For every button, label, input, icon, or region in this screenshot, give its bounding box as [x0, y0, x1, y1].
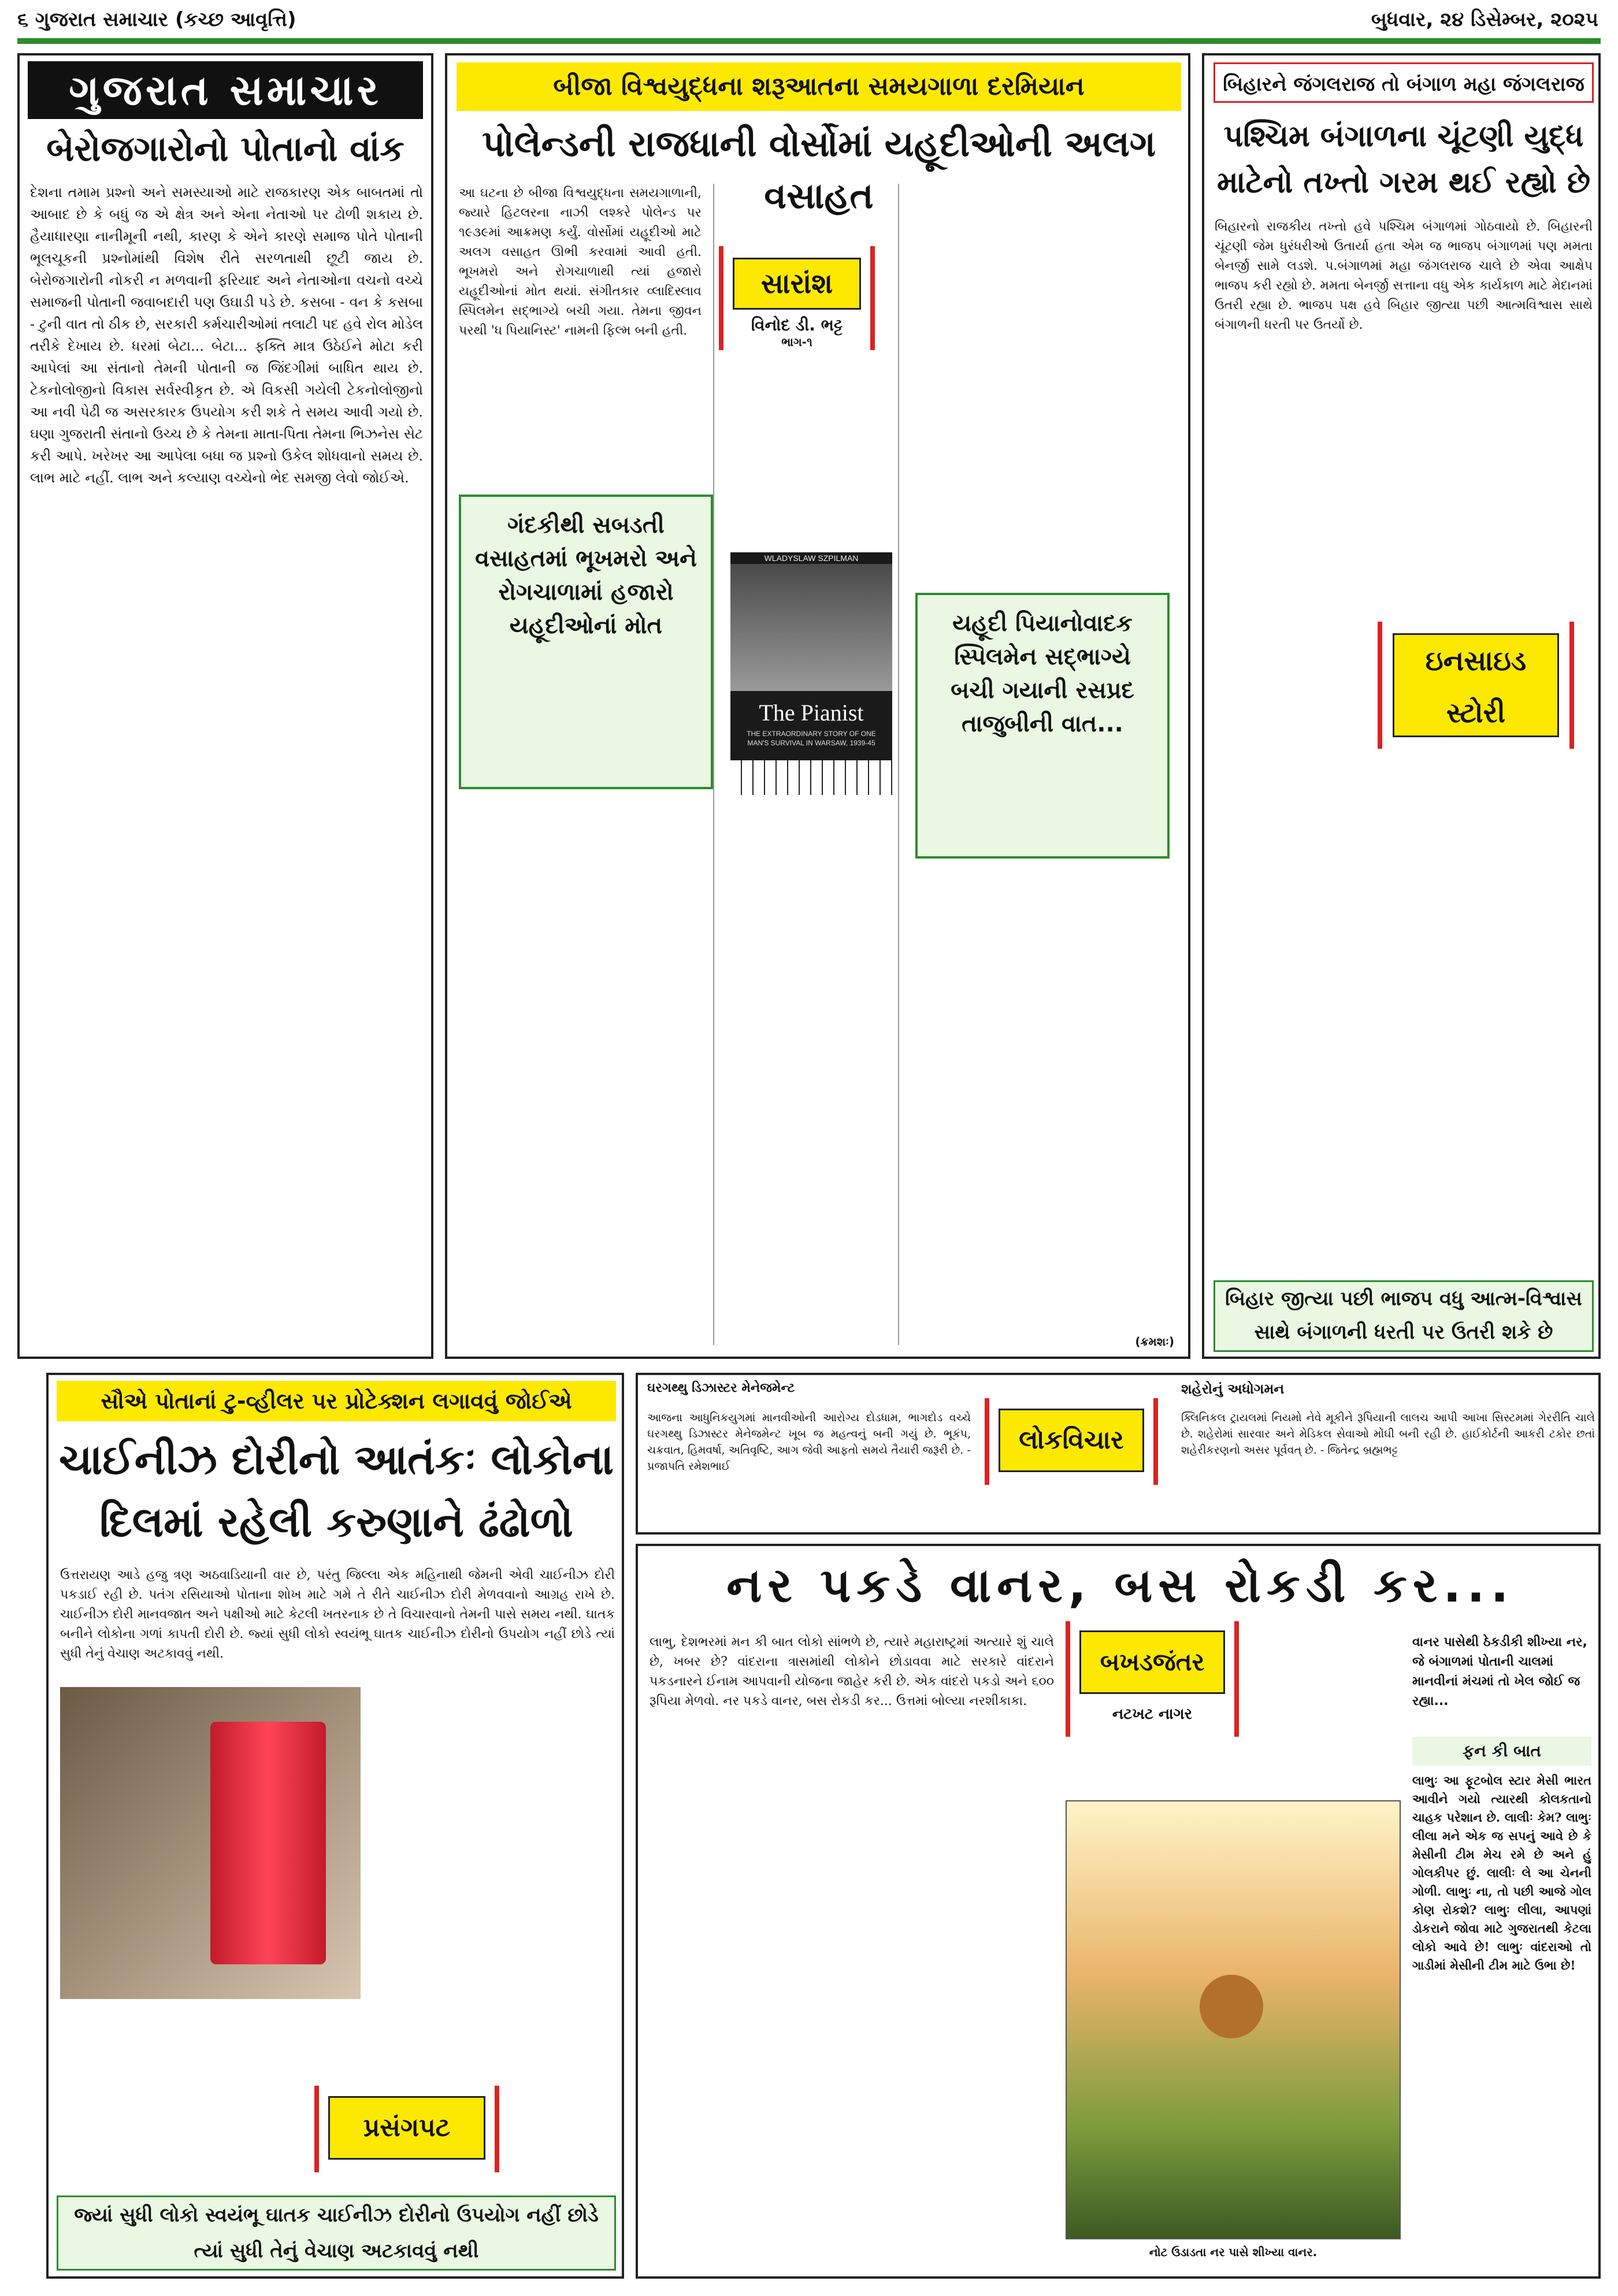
lokvichar-title: લોકવિચાર — [999, 1409, 1144, 1472]
poland-green-box-2: યહૂદી પિયાનોવાદક સ્પિલમેન સદ્ભાગ્યે બચી ગયાની રસપ્રદ તાજુબીની વાત... — [915, 593, 1170, 859]
kite-body: ઉત્તરાયણ આડે હજુ ત્રણ અઠવાડિયાની વાર છે, પરંતુ જિલ્લા એક મહિનાથી જેમની એવી ચાઈનીઝ દોરી પકડાઈ રહી છે. પતંગ રસિયાઓ પોતાના શોખ માટે ગમે તે રીતે ચાઈનીઝ દોરી મેળવવાનો આગ્રહ રાખે છે. ચાઈનીઝ દોરી માનવજાત અને પક્ષીઓ માટે કેટલી ખતરનાક છે તે વિચારવાનો તેમની પાસે સમય નથી. ઘાતક બનીને લોકોના ગળાં કાપતી દોરી છે. જ્યાં સુધી લોકો સ્વયંભૂ ઘાતક ચાઈનીઝ દોરીનો ઉપયોગ નહીં છોડે ત્યાં સુધી તેનું વેચાણ અટકાવવું નથી. — [60, 1568, 615, 1661]
saransh-box — [719, 246, 875, 350]
kite-spool-photo — [60, 1687, 361, 1999]
bengal-headline: પશ્ચિમ બંગાળના ચૂંટણી યુદ્ધ માટેનો તખ્તો ગરમ થઈ રહ્યો છે — [1216, 119, 1591, 200]
fun-title: ફન કી બાત — [1412, 1737, 1591, 1766]
kite-kicker: સૌએ પોતાનાં ટુ-વ્હીલર પર પ્રોટેક્શન લગાવવું જોઈએ — [57, 1381, 616, 1421]
bengal-body: બિહારનો રાજકીય તખ્તો હવે પશ્ચિમ બંગાળમાં ગોઠવાયો છે. બિહારની ચૂંટણી જેમ ધુરંધરીઓ ઉતાર્યા હતા એમ જ ભાજપ બંગાળમાં પણ મમતા બેનર્જી સામે લડશે. પ.બંગાળમાં મહા જંગલરાજ ચાલે છે એવા આક્ષેપ ભાજપ કરી રહ્યો છે. મમતા બેનર્જી સત્તાના વધુ એક કાર્યકાળ માટે મેદાનમાં ઉતરી રહ્યા છે. ભાજપ પક્ષ હવે બિહાર જીત્યા પછી આત્મવિશ્વાસ સાથે બંગાળની ધરતી પર ઉતર્યો છે. — [1215, 220, 1593, 332]
poland-kicker: બીજા વિશ્વયુદ્ધના શરૂઆતના સમયગાળા દરમિયાન — [457, 62, 1181, 111]
page-date: બુધવાર, ૨૪ ડિસેમ્બર, ૨૦૨૫ — [1371, 8, 1598, 31]
poland-crumbs: (ક્રમશઃ) — [1135, 1335, 1174, 1348]
header-rule — [17, 38, 1601, 44]
poland-col-rule-2 — [898, 184, 899, 1345]
bengal-kicker: બિહારને જંગલરાજ તો બંગાળ મહા જંગલરાજ — [1214, 62, 1594, 103]
editorial-headline: બેરોજગારોનો પોતાનો વાંક — [46, 129, 404, 169]
urban-title: શહેરોનું અધોગમન — [1181, 1381, 1285, 1397]
inside-story-box — [1378, 622, 1574, 749]
poland-body-left: આ ઘટના છે બીજા વિશ્વયુદ્ધના સમયગાળાની, જ્યારે હિટલરના નાઝી લશ્કરે પોલેન્ડ પર ૧૯૩૯માં આક્રમણ કર્યું. વોર્સોમાં યહૂદીઓ માટે અલગ વસાહત ઊભી કરવામાં આવી હતી. ભૂખમરો અને રોગચાળાથી ત્યાં હજારો યહૂદીઓનાં મોત થયાં. સંગીતકાર વ્લાદિસ્લાવ સ્પિલમેન સદ્ભાગ્યે બચી ગયા. તેમના જીવન પરથી 'ધ પિયાનિસ્ટ' નામની ફિલ્મ બની હતી. — [459, 186, 702, 338]
bakhadjantar-author: નટખટ નાગર — [1112, 1706, 1193, 1723]
editorial-body: દેશના તમામ પ્રશ્નો અને સમસ્યાઓ માટે રાજકારણ એક બાબતમાં તો આબાદ છે કે બધું જ એ ક્ષેત્ર અને એના નેતાઓ પર ઢોળી શકાય છે. હૈયાધારણા નાનીમૂની નથી, કારણ કે એને કારણે સમાજ પોતે પોતાની ભૂલચૂકની પ્રશ્નોમાંથી વિશેષ રીતે સરળતાથી છૂટી જાય છે. બેરોજગારોની નોકરી ન મળવાની ફરિયાદ અને નેતાઓના વચનો વચ્ચે સમાજની પોતાની જવાબદારી પણ ઉઘાડી પડે છે. કસબા - વન કે કસબા - ટુની વાત તો ઠીક છે, સરકારી કર્મચારીઓમાં તલાટી પદ હવે રોલ મોડેલ તરીકે દેખાય છે. ધરમાં બેટા... બેટા... ફક્તિ માત્ર ઉઠેઈને મોટા કરી આપેલાં આ સંતાનો તેમની પોતાની જ જિંદગીમાં બાધિત થાય છે. ટેકનોલોજીનો વિકાસ સર્વસ્વીકૃત છે. એ વિકસી ગયેલી ટેકનોલોજીનો આ નવી પેઢી જ અસરકારક ઉપયોગ કરી શકે તે સમય આવી ગયો છે. ઘણા ગુજરાતી સંતાનો ઉચ્ચ છે કે તેમના માતા-પિતા તેમના ભિઝનેસ સેટ કરી આપે. ખરેખર આ આપેલા બધા જ પ્રશ્નો ઉકેલ શોધવાનો સમય છે. લાભ માટે નહીં. લાભ અને કલ્યાણ વચ્ચેનો ભેદ સમજી લેવો જોઈએ. — [30, 184, 423, 486]
page-folio: ૬ ગુજરાત સમાચાર (કચ્છ આવૃત્તિ) — [17, 8, 296, 31]
monkey-illustration — [1066, 1800, 1401, 2239]
piano-keys — [730, 760, 892, 795]
monkey-icon — [1200, 1975, 1263, 2038]
disaster-body: આજના આધુનિકયુગમાં માનવીઓની આરોગ્ય દોડધામ, ભાગદોડ વચ્ચે ઘરગથ્થુ ડિઝાસ્ટર મેનેજમેન્ટ ખૂબ જ મહત્વનું બની ગયું છે. ભૂકંપ, ચક્રવાત, હિમવર્ષા, અતિવૃષ્ટિ, આગ જેવી આફતો સમયે તૈયારી જરૂરી છે. - પ્રજાપતિ રમેશભાઈ — [647, 1411, 971, 1473]
poland-col-rule-1 — [713, 184, 714, 1345]
prasangpat-title: પ્રસંગપટ — [328, 2096, 485, 2160]
monkey-caption: નોટ ઉડાડતા નર પાસે શીખ્યા વાનર. — [1149, 2245, 1318, 2259]
kite-headline: ચાઈનીઝ દોરીનો આતંકઃ લોકોના દિલમાં રહેલી કરુણાને ઢંઢોળો — [58, 1435, 614, 1546]
fun-body: લાભુઃ આ ફૂટબોલ સ્ટાર મેસી ભારત આવીને ગયો ત્યારથી કોલકતાનો ચાહક પરેશાન છે. લાલીઃ કેમ? લાભુઃ લીલા મને એક જ સપનું આવે છે કે મેસીની ટીમ મેચ રમે છે અને હું ગોલકીપર છું. લાલીઃ લે આ ચેનની ગોળી. લાભુઃ ના, તો પછી આજે ગોલ કોણ રોકશે? લાભુઃ લીલા, આપણાં ડોકરાને જોવા માટે ગુજરાતથી કેટલા લોકો આવે છે! લાભુઃ વાંદરાઓ તો ગાડીમાં મેસીની ટીમ માટે ઉભા છે! — [1412, 1773, 1591, 1972]
urban-body: ક્લિનિકલ ટ્રાયલમાં નિયમો નેવે મૂકીને રૂપિયાની લાલચ આપી આખા સિસ્ટમમાં ગેરરીતિ ચાલે છે. શહેરોમાં સારવાર અને મેડિકલ સેવાઓ મોંઘી બની રહી છે. હાઈકોર્ટની આકરી ટકોર છતાં શહેરીકરણનો અસર પૂર્વવત્ છે. - જિતેન્દ્ર બ્રહ્મભટ્ટ — [1181, 1411, 1595, 1457]
book-title: The Pianist — [759, 700, 864, 726]
lokvichar-strip — [636, 1373, 1601, 1535]
book-photo — [730, 564, 892, 691]
editorial-masthead: ગુજરાત સમાચાર — [28, 61, 423, 119]
bengal-footer-band: બિહાર જીત્યા પછી ભાજપ વધુ આત્મ-વિશ્વાસ સાથે બંગાળની ધરતી પર ઉતરી શકે છે — [1214, 1280, 1594, 1352]
poland-headline: પોલેન્ડની રાજધાની વોર્સોમાં યહૂદીઓની અલગ વસાહત — [482, 122, 1156, 217]
editorial-column — [17, 53, 433, 1359]
monkey-side-lead: વાનર પાસેથી ઠેકડીકી શીખ્યા નર, જે બંગાળમાં પોતાની ચાલમાં માનવીનાં મંચમાં તો ખેલ જોઈ જ રહ્યા... — [1412, 1635, 1587, 1708]
poland-green-box-1: ગંદકીથી સબડતી વસાહતમાં ભૂખમરો અને રોગચાળામાં હજારો યહૂદીઓનાં મોત — [459, 495, 713, 789]
inside-story-title: ઇનસાઇડ સ્ટોરી — [1393, 633, 1559, 737]
prasangpat-box — [314, 2086, 499, 2172]
monkey-headline: નર પકડે વાનર, બસ રોકડી કર... — [726, 1558, 1515, 1613]
spool-icon — [210, 1722, 326, 1964]
monkey-satire — [636, 1544, 1601, 2279]
saransh-author: વિનોદ ડી. ભટ્ટ — [751, 315, 843, 335]
disaster-title: ઘરગથ્થુ ડિઝાસ્ટર મેનેજમેન્ટ — [647, 1381, 795, 1395]
bakhadjantar-title: બખડજંતર — [1079, 1630, 1225, 1694]
bakhadjantar-box — [1066, 1621, 1239, 1737]
book-subtitle: THE EXTRAORDINARY STORY OF ONE MAN'S SURVIVAL IN WARSAW, 1939-45 — [747, 730, 876, 747]
pianist-book-cover — [730, 552, 892, 795]
bengal-story — [1202, 53, 1601, 1359]
poland-feature — [445, 53, 1190, 1359]
monkey-body: લાભુ, દેશભરમાં મન કી બાત લોકો સાંભળે છે, ત્યારે મહારાષ્ટ્રમાં અત્યારે શું ચાલે છે, ખબર છે? વાંદરાના ત્રાસમાંથી લોકોને છોડાવવા માટે સરકારે વાંદરાને પકડનારને ઈનામ આપવાની યોજના જાહેર કરી છે. એક વાંદરો પકડો અને ૬૦૦ રૂપિયા મેળવો. નર પકડે વાનર, બસ રોકડી કર... ઉત્તમાં બોલ્યા નરશીકાકા. — [650, 1635, 1054, 1708]
lokvichar-box — [985, 1398, 1158, 1485]
kite-feature — [46, 1373, 624, 2279]
saransh-title: સારાંશ — [733, 258, 861, 310]
kite-footer-band: જ્યાં સુધી લોકો સ્વયંભૂ ઘાતક ચાઈનીઝ દોરીનો ઉપયોગ નહીં છોડે ત્યાં સુધી તેનું વેચાણ અટકાવવું નથી — [57, 2195, 616, 2271]
book-author: WLADYSLAW SZPILMAN — [764, 553, 859, 563]
saransh-part: ભાગ-૧ — [781, 335, 812, 349]
